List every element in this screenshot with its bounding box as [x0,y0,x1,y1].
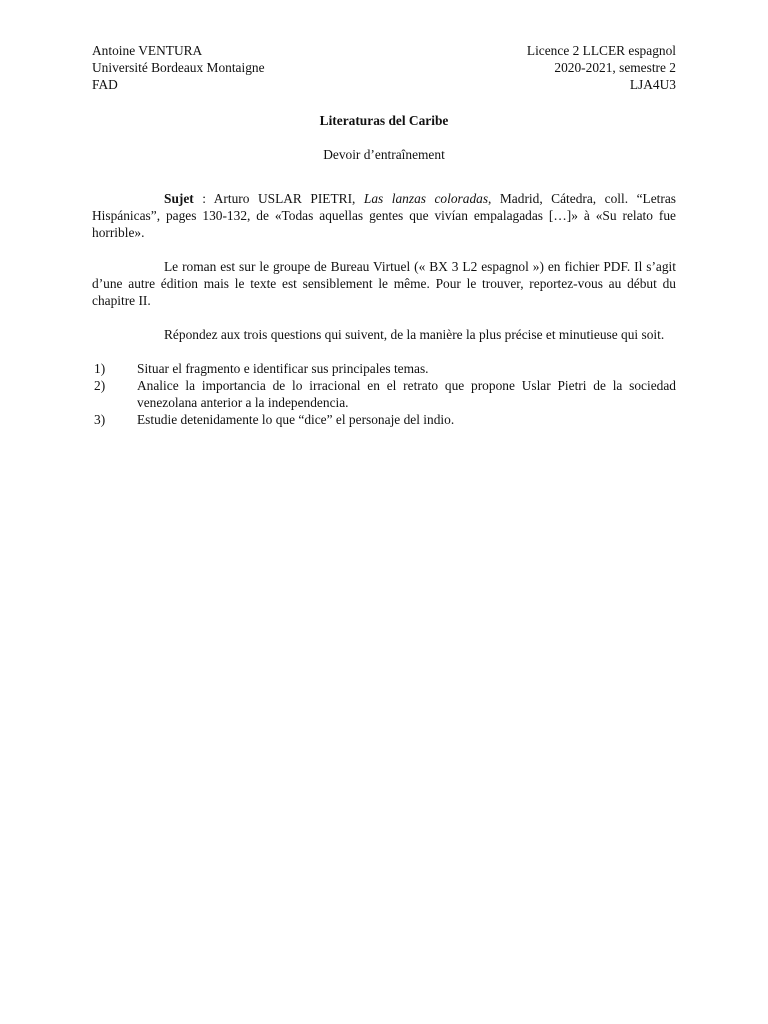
author-name: Antoine VENTURA [92,43,203,58]
question-text: Situar el fragmento e identificar sus principales temas. [137,361,429,376]
university-name: Université Bordeaux Montaigne [92,60,265,75]
program-label: FAD [92,77,118,92]
question-text: Analice la importancia de lo irracional en el retrato que propone Uslar Pietri de la sociedad venezolana anterior a la independencia. [137,378,676,410]
document-subtitle: Devoir d’entraînement [323,147,445,162]
list-item [92,411,676,428]
course-code: LJA4U3 [629,77,676,92]
academic-year: 2020-2021, semestre 2 [554,60,676,75]
answer-instructions-paragraph: Répondez aux trois questions qui suivent, de la manière la plus précise et minutieuse qui soit. [164,327,665,342]
document-page [92,42,676,428]
list-item [92,377,676,411]
header-row-1 [92,42,676,59]
book-title: Las lanzas coloradas [363,191,489,206]
header-row-2 [92,59,676,76]
questions-list [92,360,676,428]
subject-separator: : Arturo USLAR PIETRI, [193,191,364,206]
course-name: Licence 2 LLCER espagnol [526,43,676,58]
question-number: 1) [94,361,106,376]
question-text: Estudie detenidamente lo que “dice” el personaje del indio. [137,412,455,427]
document-title: Literaturas del Caribe [319,113,449,128]
question-number: 2) [94,378,106,393]
header-row-3 [92,76,676,93]
list-item [92,360,676,377]
subject-label: Sujet [164,191,194,206]
subject-paragraph [92,190,676,241]
instructions-paragraph: Le roman est sur le groupe de Bureau Virtuel (« BX 3 L2 espagnol ») en fichier PDF. Il s’agit d’une autre édition mais le texte est sensiblement le même. Pour le trouver, reportez-vous au début du chapitre II. [92,259,676,308]
header-block [92,42,676,93]
question-number: 3) [94,412,106,427]
subject-details: , Madrid, Cátedra, coll. “Letras Hispánicas”, pages 130-132, de «Todas aquellas gentes que vivían empalagadas […]» à «Su relato fue horrible». [92,191,676,240]
